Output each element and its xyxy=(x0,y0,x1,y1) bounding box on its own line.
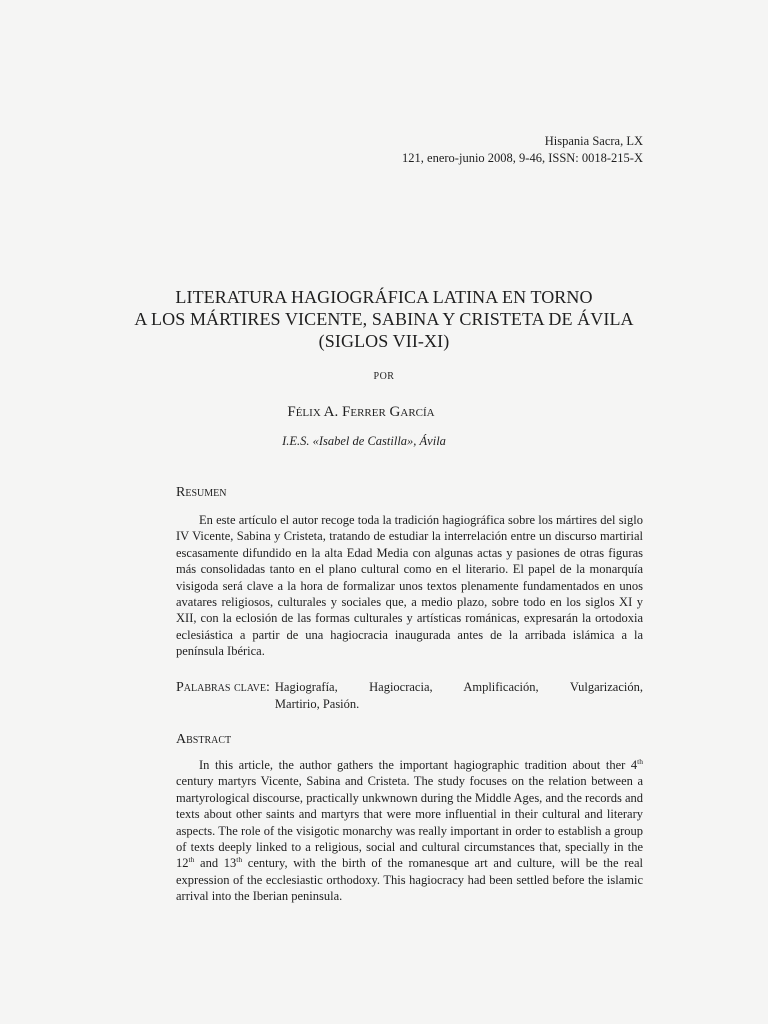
byline-por: POR xyxy=(373,371,395,382)
keywords-values xyxy=(275,679,643,713)
issue-info: 121, enero-junio 2008, 9-46, ISSN: 0018-215-X xyxy=(402,151,643,165)
ordinal-suffix: th xyxy=(637,757,643,766)
abstract-text-part-3: and 13 xyxy=(194,856,237,871)
title-line-1: LITERATURA HAGIOGRÁFICA LATINA EN TORNO xyxy=(175,287,593,307)
running-head xyxy=(402,133,643,167)
title-line-2: A LOS MÁRTIRES VICENTE, SABINA Y CRISTETA DE ÁVILA xyxy=(134,309,634,329)
keywords-label: Palabras clave: xyxy=(176,680,270,695)
ordinal-suffix: th xyxy=(236,855,243,865)
abstract-text-part-2: century martyrs Vicente, Sabina and Cristeta. The study focuses on the relation between a martyrological discourse, practically unkwnown during the Middle Ages, and the records and texts about other saints and martyrs that were more influential in their cultural and literary aspects. The role of the visigotic monarchy was really important in order to establish a group of texts deeply linked to a religious, social and cultural circumstances that, specially in the 12 xyxy=(176,774,643,871)
title-line-3: (SIGLOS VII-XI) xyxy=(318,331,450,351)
ordinal-suffix: th xyxy=(188,855,195,865)
author-affiliation: I.E.S. «Isabel de Castilla», Ávila xyxy=(282,434,446,448)
abstract-text-part-1: In this article, the author gathers the important hagiographic tradition about ther 4 xyxy=(199,758,638,772)
article-title xyxy=(0,286,768,352)
keywords-line-1: Hagiografía, Hagiocracia, Amplificación, Vulgarización, xyxy=(274,680,643,694)
journal-name: Hispania Sacra, LX xyxy=(544,134,643,148)
keywords xyxy=(176,679,643,713)
author-name: Félix A. Ferrer García xyxy=(287,404,435,420)
abstract-paragraph xyxy=(176,757,643,905)
abstract-text-part-4: century, with the birth of the romanesque art and culture, will be the real expression of the ecclesiastic orthodoxy. This hagiocracy had been settled before the islamic arrival into the Iberian peninsula. xyxy=(176,856,643,904)
resumen-paragraph: En este artículo el autor recoge toda la tradición hagiográfica sobre los mártires del siglo IV Vicente, Sabina y Cristeta, tratando de estudiar la interrelación entre un discurso martirial escasamente difundido en la alta Edad Media con algunas actas y pasiones de otras figuras más consolidadas tanto en el plano cultural como en el literario. El papel de la monarquía visigoda será clave a la hora de formalizar unos textos plenamente fundamentados en unos avatares religiosos, culturales y sociales que, a medio plazo, sobre todo en los siglos XI y XII, con la eclosión de las formas culturales y artísticas románicas, expresarán la ortodoxia eclesiástica a partir de una hagiocracia inaugurada antes de la arribada islámica a la península Ibérica. xyxy=(176,513,643,659)
resumen-heading: Resumen xyxy=(176,485,227,500)
abstract-heading: Abstract xyxy=(176,732,232,747)
keywords-line-2: Martirio, Pasión. xyxy=(274,697,360,711)
